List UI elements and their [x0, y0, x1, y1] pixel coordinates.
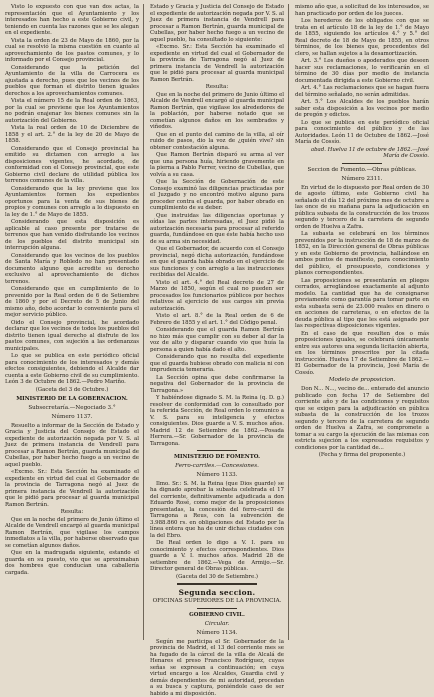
section-subtitle: OFICINAS SUPERIORES DE LA PROVINCIA. — [150, 598, 284, 605]
signature-note: (Fecha y firma del proponente.) — [295, 452, 429, 459]
paragraph: Art. 3.° Los dueños o apoderados que deseen hacer sus reclamaciones, lo verificarán en el término de 30 días por medio de instancia documentada dirigida a este Gobierno civil. — [295, 58, 429, 84]
paragraph: Considerando que los vecinos de los pueblos de Santa María y Robledo no han presentado documento alguno que acredite su derecho exclusivo al aprovechamiento de dichos terrenos. — [5, 253, 139, 286]
paragraph: Que en la madrugada siguiente, estando el guarda en su puesto, vio que se aproximaban dos hombres que conducían una caballería cargada. — [5, 550, 139, 576]
paragraph: Considerando que la ley previene que los Ayuntamientos formen los expedientes oportunos para la venta de sus bienes de propios y comunes con arreglo a lo dispuesto en la ley de 1.° de Mayo de 1855. — [5, 186, 139, 219]
paragraph: Resulta: — [5, 509, 139, 516]
paragraph: De Real orden lo digo a V. I. para su conocimiento y efectos correspondientes. Dios guarde a V. I. muchos años. Madrid 28 de setiembre de 1862.—Vega de Armijo.—Sr. Director general de Obras públicas. — [150, 540, 284, 573]
column-3 — [295, 4, 429, 640]
paragraph: Vista el número 15 de la Real orden de 1863, por la cual se previene que los Ayuntamientos no podrán enajenar los bienes comunes sin la autorización del Gobierno. — [5, 98, 139, 124]
paragraph: En el caso de que resulten dos o más proposiciones iguales, se celebrará únicamente entre sus autores una segunda licitación abierta, en los términos prescritos por la citada instrucción. Huelva 17 de Setiembre de 1862.—El Gobernador de la provincia, José María de Cossío. — [295, 331, 429, 377]
signature-line: abad. Huelva 11 de octubre de 1862.—José María de Cossío. — [295, 147, 429, 160]
paragraph: Vista la real orden de 10 de Diciembre de 1858 y el art. 2.° de la ley de 20 de Mayo de 1858. — [5, 125, 139, 145]
paragraph: La subasta se celebrará en los términos prevenidos por la instrucción de 18 de marzo de 1852, en la Dirección general de Obras públicas y en este Gobierno de provincia, hallándose en ambos puntos de manifiesto, para conocimiento del público, el presupuesto, condiciones y planos correspondientes. — [295, 231, 429, 277]
paragraph: Resuelto a informar de la Sección de Estado y Gracia y Justicia del Consejo de Estado el expediente de autorización negada por V. S. al Juez de primera instancia de Vendrell para procesar a Ramon Bertrán, guarda municipal de Cubellas, por haber hecho fuego a un vecino de aquel pueblo. — [5, 423, 139, 469]
article-number: Número 1133. — [150, 472, 284, 479]
gazette-reference: (Gaceta del 3 de Octubre.) — [5, 387, 139, 394]
column-2 — [150, 4, 289, 640]
paragraph: Que en la noche del primero de Junio último el Alcalde de Vendrell encargó al guarda municipal Ramon Bertrán, que vigilase los campos inmediatos a la villa, por haberse observado que se cometían algunos daños. — [5, 517, 139, 550]
paragraph: Resulta: — [150, 84, 284, 91]
department-subhead: Ferro-carriles.—Concesiones. — [150, 463, 284, 470]
divider — [197, 450, 237, 451]
paragraph: Los herederos de los obligados con que se trata en el artículo 18 de la ley de 1.° de Mayo de 1855, siguiendo los artículos 4.° y 5.° del Real decreto de 18 de Mayo de 1855, en otros términos, de los bienes que, procedentes del clero, se hallan sujetos a la desamortización. — [295, 18, 429, 57]
paragraph: Las proposiciones se presentarán en pliegos cerrados, arreglándose exactamente al adjunto modelo. La cantidad que ha de consignarse previamente como garantía para tomar parte en esta subasta será de 23.000 reales en dinero o en acciones de carreteras, o en efectos de la deuda pública al tipo que les está asignado por las respectivas disposiciones vigentes. — [295, 278, 429, 330]
paragraph: Y habiéndose dignado S. M. la Reina (q. D. g.) resolver de conformidad con lo consultado por la referida Sección, de Real orden lo comunico a V. S. para su inteligencia y efectos consiguientes. Dios guarde a V. S. muchos años. Madrid 12 de Setiembre de 1862.—Posada Herrera.—Sr. Gobernador de la provincia de Tarragona. — [150, 395, 284, 447]
section-heading: Seccion de Fomento.—Obras públicas. — [295, 167, 429, 174]
paragraph: Art. 5.° Los Alcaldes de los pueblos harán saber esta disposición a los vecinos por medio de pregón y edictos. — [295, 99, 429, 119]
column-1 — [5, 4, 144, 640]
paragraph: Que Ramon Bertrán disparó su arma al ver que una persona huía, hiriendo gravemente en la pierna a Pablo Ferrer, vecino de Cubellas, que volvía a su casa. — [150, 152, 284, 178]
paragraph: Que en la noche del primero de Junio último el Alcalde de Vendrell encargó al guarda municipal Ramon Bertrán, que vigilase los alrededores de la población, por haberse notado que se cometían algunos daños en los sembrados y viñedos. — [150, 92, 284, 131]
section-title: Segunda seccion. — [150, 588, 284, 597]
paragraph: Estado y Gracia y Justicia del Consejo de Estado el expediente de autorización negada por V. S. al Juez de primera instancia de Vendrell para procesar a Ramon Bertrán, guarda municipal de Cubellas, por haber hecho fuego a un vecino de aquel pueblo, ha consultado lo siguiente: — [150, 4, 284, 43]
ministry-heading: MINISTERIO DE LA GOBERNACION. — [5, 396, 139, 403]
paragraph: Oido el Consejo provincial, he acordado declarar que los vecinos de todos los pueblos del distrito tienen igual derecho al disfrute de los pastos comunes, con sujeción a las ordenanzas municipales. — [5, 320, 139, 353]
divider — [177, 583, 257, 585]
paragraph: Lo que se publica en este periódico oficial para conocimiento del público y de las Autoridades. León 11 de Octubre de 1862.—José María de Cossío. — [295, 120, 429, 146]
article-number: Número 1137. — [5, 414, 139, 421]
paragraph: Don N... N..., vecino de... enterado del anuncio publicado con fecha 17 de Setiembre del corriente año y de las condiciones y requisitos que se exigen para la adjudicación en pública subasta de la construcción de los trozos segundo y tercero de la carretera de segundo orden de Huelva a Zafra, se compromete a tomar a su cargo la ejecución de las mismas con estricta sujeción a los expresados requisitos y condiciones por la cantidad de... — [295, 386, 429, 451]
model-heading: Modelo de proposicion. — [295, 377, 429, 384]
paragraph: Considerando que la petición del Ayuntamiento de la villa de Carrocera es ajustada a derecho, pues que los vecinos de los pueblos que forman el distrito tienen iguales derechos a los aprovechamientos comunes. — [5, 65, 139, 98]
paragraph: Visto el art. 4.° del Real decreto de 27 de Marzo de 1850, según el cual no pueden ser procesados los funcionarios públicos por hechos relativos al ejercicio de sus cargos sin previa autorización. — [150, 280, 284, 313]
paragraph: «Excmo. Sr.: Esta Sección ha examinado el expediente en virtud del cual el Gobernador de la provincia de Tarragona negó al Juez de primera instancia de Vendrell la autorización que le pidió para procesar al guarda municipal Ramon Bertrán. — [150, 44, 284, 83]
paragraph: Art. 4.° Las reclamaciones que se hagan fuera del término señalado, no serán admitidas. — [295, 85, 429, 98]
paragraph: Que la Sección de Gobernación de este Consejo examinó las diligencias practicadas por el Juzgado y no encontró motivo alguno para proceder contra el guarda, por haber obrado en cumplimiento de su deber. — [150, 179, 284, 212]
divider — [342, 163, 382, 164]
department-subhead: Subsecretaría.—Negociado 3.° — [5, 405, 139, 412]
paragraph: Que en el punto del camino de la villa, al oír ruido de pasos, dio la voz de ¿quién vive? sin obtener contestación alguna. — [150, 132, 284, 152]
paragraph: Lo que se publica en este periódico oficial para conocimiento de los interesados y demás efectos consiguientes, debiendo el Alcalde dar cuenta a este Gobierno civil de su cumplimiento. León 3 de Octubre de 1862.—Pedro Mariño. — [5, 353, 139, 386]
article-number: Número 1134. — [150, 630, 284, 637]
paragraph: Visto el art. 8.° de la Real orden de 6 de Febrero de 1855 y el art. 1.° del Código penal. — [150, 313, 284, 326]
paragraph: Considerando que en cumplimiento de lo prevenido por la Real orden de 6 de Setiembre de 1860 y por el Decreto de 5 de Junio del mismo año, debo acordar lo conveniente para el mejor servicio público. — [5, 286, 139, 319]
paragraph: «Excmo. Sr.: Esta Sección ha examinado el expediente en virtud del cual el Gobernador de la provincia de Tarragona negó al Juez de primera instancia de Vendrell la autorización que le pidió para procesar al guarda municipal Ramon Bertrán. — [5, 469, 139, 508]
paragraph: En virtud de lo dispuesto por Real orden de 30 de agosto último, este Gobierno civil ha señalado el día 12 del próximo mes de octubre a las once de su mañana para la adjudicación en pública subasta de la construcción de los trozos segundo y tercero de la carretera de segundo orden de Huelva a Zafra. — [295, 185, 429, 231]
circular-label: Circular. — [150, 621, 284, 628]
ministry-heading: MINISTERIO DE FOMENTO. — [150, 454, 284, 461]
paragraph: Considerando que el guarda Ramon Bertrán no hizo más que cumplir con su deber al dar la voz de alto y disparar cuando vio que huía la persona a quien había dado el alto. — [150, 327, 284, 353]
paragraph: Que el Gobernador, de acuerdo con el Consejo provincial, negó dicha autorización, fundándose en que el guarda había obrado en el ejercicio de sus funciones y con arreglo a las instrucciones recibidas del Alcalde. — [150, 246, 284, 279]
paragraph: La Sección opina que debe confirmarse la negativa del Gobernador de la provincia de Tarragona.» — [150, 375, 284, 395]
paragraph: Que instruidas las diligencias oportunas y oídas las partes interesadas, el Juez pidió la autorización necesaria para procesar al referido guarda, fundándose en que éste había hecho uso de su arma sin necesidad. — [150, 213, 284, 246]
divider — [197, 608, 237, 609]
office-heading: GOBIERNO CIVIL. — [150, 612, 284, 619]
article-number: Número 2311. — [295, 176, 429, 183]
paragraph: Considerando que no resulta del expediente que el guarda hubiese obrado con malicia ni con imprudencia temeraria. — [150, 354, 284, 374]
paragraph: Visto lo expuesto con que van dos actas, la representación que el Ayuntamiento y los interesados han hecho a este Gobierno civil, y teniendo en cuenta las razones que se les alegan en el expediente. — [5, 4, 139, 37]
paragraph: Considerando que esta disposición es aplicable al caso presente por tratarse de terrenos que han venido disfrutando los vecinos de los pueblos del distrito municipal sin interrupción alguna. — [5, 219, 139, 252]
paragraph: mismo año que, a solicitud de los interesados, se han practicado por orden de los jueces. — [295, 4, 429, 17]
gazette-reference: (Gaceta del 30 de Setiembre.) — [150, 574, 284, 581]
paragraph: Ilmo. Sr.: S. M. la Reina (que Dios guarde) se ha dignado aprobar la subasta celebrada el 17 del corriente, definitivamente adjudicada a don Eduardo Rosé, como mejor de la proposiciones presentadas, la concesión del ferro-carril de Tarragona a Reus, con la subvención de 3.988.860 rs. en obligaciones del Estado por la línea entera que ha de unir dichas ciudades con la del Ebro. — [150, 481, 284, 540]
paragraph: Vista la orden de 23 de Mayo de 1860, por la cual se resolvió la misma cuestión en cuanto al aprovechamiento de los pastos comunes, y lo informado por el Consejo provincial. — [5, 38, 139, 64]
paragraph: Considerando que el Consejo provincial ha emitido su dictamen con arreglo a las disposiciones vigentes, he acordado, de conformidad con el Consejo provincial, que este Gobierno civil declare de utilidad pública los terrenos comunes de la villa. — [5, 146, 139, 185]
paragraph: Según me participa el Sr. Gobernador de la provincia de Madrid, el 13 del corriente mes se ha fugado de la cárcel de la villa de Alcalá de Henares el preso Francisco Rodríguez, cuyas señas se expresan a continuación; en cuya virtud encargo a los Alcaldes, Guardia civil y demás dependientes de mi autoridad, procedan a su busca y captura, poniéndole caso de ser habido a mi disposición. — [150, 639, 284, 697]
